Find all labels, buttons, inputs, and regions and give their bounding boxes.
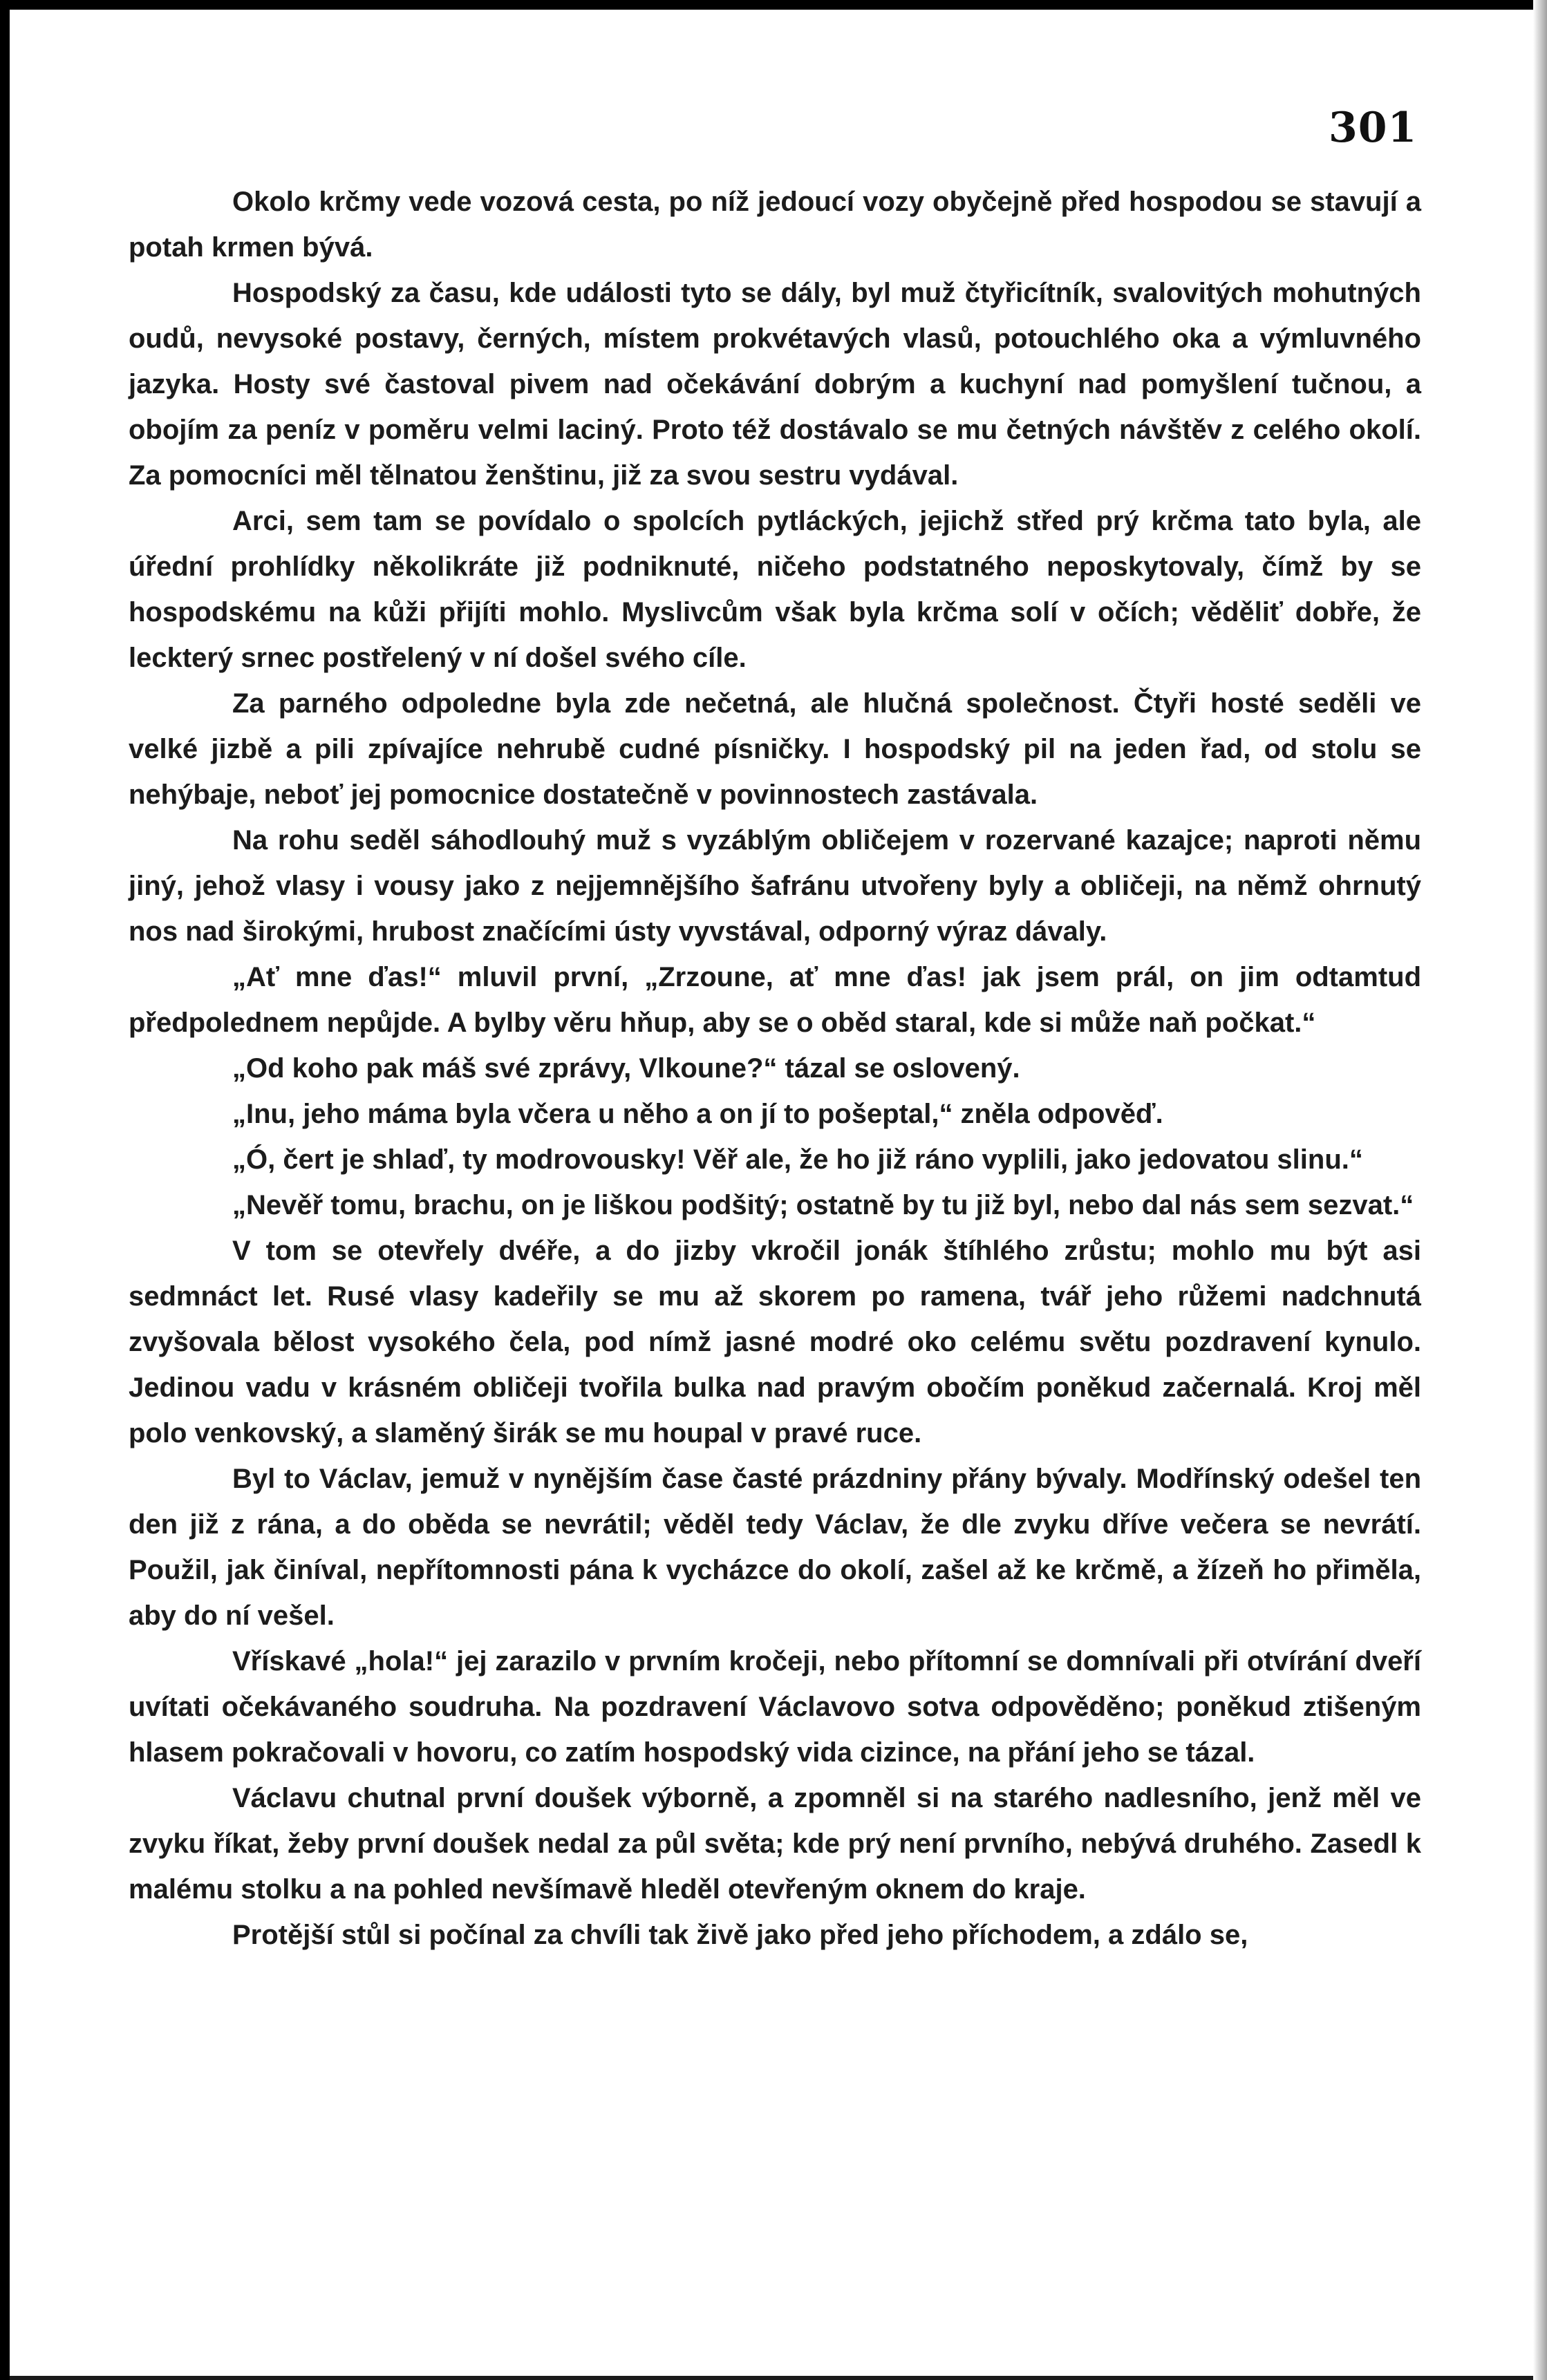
paragraph-14: Václavu chutnal první doušek výborně, a zpomněl si na starého nadlesního, jenž měl ve zvyku říkat, žeby první doušek nedal za půl světa; kde prý není prvního, nebývá druhého. Zasedl k malému stolku a na pohled nevšímavě hleděl otevřeným oknem do kraje.	[129, 1783, 1421, 1905]
paragraph-8: „Inu, jeho máma byla včera u něho a on jí to pošeptal,“ zněla odpověď.	[232, 1099, 1163, 1129]
paragraph-5: Na rohu seděl sáhodlouhý muž s vyzáblým obličejem v rozervané kazajce; naproti němu jiný, jehož vlasy i vousy jako z nejjemnějšího šafránu utvořeny byly a obličeji, na němž ohrnutý nos nad širokými, hrubost značícími ústy vyvstával, odporný výraz dávaly.	[129, 825, 1421, 947]
paragraph-12: Byl to Václav, jemuž v nynějším čase časté prázdniny přány bývaly. Modřínský odešel ten den již z rána, a do oběda se nevrátil; věděl tedy Václav, že dle zvyku dříve večera se nevrátí. Použil, jak činíval, nepřítomnosti pána k vycházce do okolí, zašel až ke krčmě, a žízeň ho přiměla, aby do ní vešel.	[129, 1464, 1421, 1631]
body-text	[129, 179, 1421, 1958]
paragraph-15: Protější stůl si počínal za chvíli tak živě jako před jeho příchodem, a zdálo se,	[232, 1920, 1248, 1950]
paragraph-2: Hospodský za času, kde události tyto se dály, byl muž čtyřicítník, svalovitých mohutných oudů, nevysoké postavy, černých, místem prokvétavých vlasů, potouchlého oka a výmluvného jazyka. Hosty své častoval pivem nad očekávání dobrým a kuchyní nad pomyšlení tučnou, a obojím za peníz v poměru velmi laciný. Proto též dostávalo se mu četných návštěv z celého okolí. Za pomocníci měl tělnatou ženštinu, již za svou sestru vydával.	[129, 278, 1421, 491]
page-number: 301	[1329, 104, 1418, 152]
paragraph-3: Arci, sem tam se povídalo o spolcích pytláckých, jejichž střed prý krčma tato byla, ale úřední prohlídky několikráte již podniknuté, ničeho podstatného neposkytovaly, čímž by se hospodskému na kůži přijíti mohlo. Myslivcům však byla krčma solí v očích; věděliť dobře, že leckterý srnec postřelený v ní došel svého cíle.	[129, 506, 1421, 673]
scan-border-left	[0, 0, 10, 2380]
paragraph-7: „Od koho pak máš své zprávy, Vlkoune?“ tázal se oslovený.	[232, 1053, 1020, 1084]
paragraph-1: Okolo krčmy vede vozová cesta, po níž jedoucí vozy obyčejně před hospodou se stavují a potah krmen bývá.	[129, 187, 1421, 263]
paragraph-11: V tom se otevřely dvéře, a do jizby vkročil jonák štíhlého zrůstu; mohlo mu být asi sedmnáct let. Rusé vlasy kadeřily se mu až skorem po ramena, tvář jeho růžemi nadchnutá zvyšovala bělost vysokého čela, pod nímž jasné modré oko celému světu pozdravení kynulo. Jedinou vadu v krásném obličeji tvořila bulka nad pravým obočím poněkud začernalá. Kroj měl polo venkovský, a slaměný širák se mu houpal v pravé ruce.	[129, 1236, 1421, 1448]
paragraph-10: „Nevěř tomu, brachu, on je liškou podšitý; ostatně by tu již byl, nebo dal nás sem sezvat.“	[232, 1190, 1414, 1220]
paragraph-13: Vřískavé „hola!“ jej zarazilo v prvním kročeji, nebo přítomní se domnívali při otvírání dveří uvítati očekávaného soudruha. Na pozdravení Václavovo sotva odpověděno; poněkud ztišeným hlasem pokračovali v hovoru, co zatím hospodský vida cizince, na přání jeho se tázal.	[129, 1646, 1421, 1768]
paragraph-9: „Ó, čert je shlaď, ty modrovousky! Věř ale, že ho již ráno vyplili, jako jedovatou slinu.“	[232, 1144, 1363, 1175]
paragraph-4: Za parného odpoledne byla zde nečetná, ale hlučná společnost. Čtyři hosté seděli ve velké jizbě a pili zpívajíce nehrubě cudné písničky. I hospodský pil na jeden řad, od stolu se nehýbaje, neboť jej pomocnice dostatečně v povinnostech zastávala.	[129, 688, 1421, 810]
scan-border-top	[0, 0, 1547, 10]
book-page	[10, 10, 1533, 2376]
scan-border-right	[1533, 0, 1547, 2380]
paragraph-6: „Ať mne ďas!“ mluvil první, „Zrzoune, ať mne ďas! jak jsem prál, on jim odtamtud předpolednem nepůjde. A bylby věru hňup, aby se o oběd staral, kde si může naň počkat.“	[129, 962, 1421, 1038]
